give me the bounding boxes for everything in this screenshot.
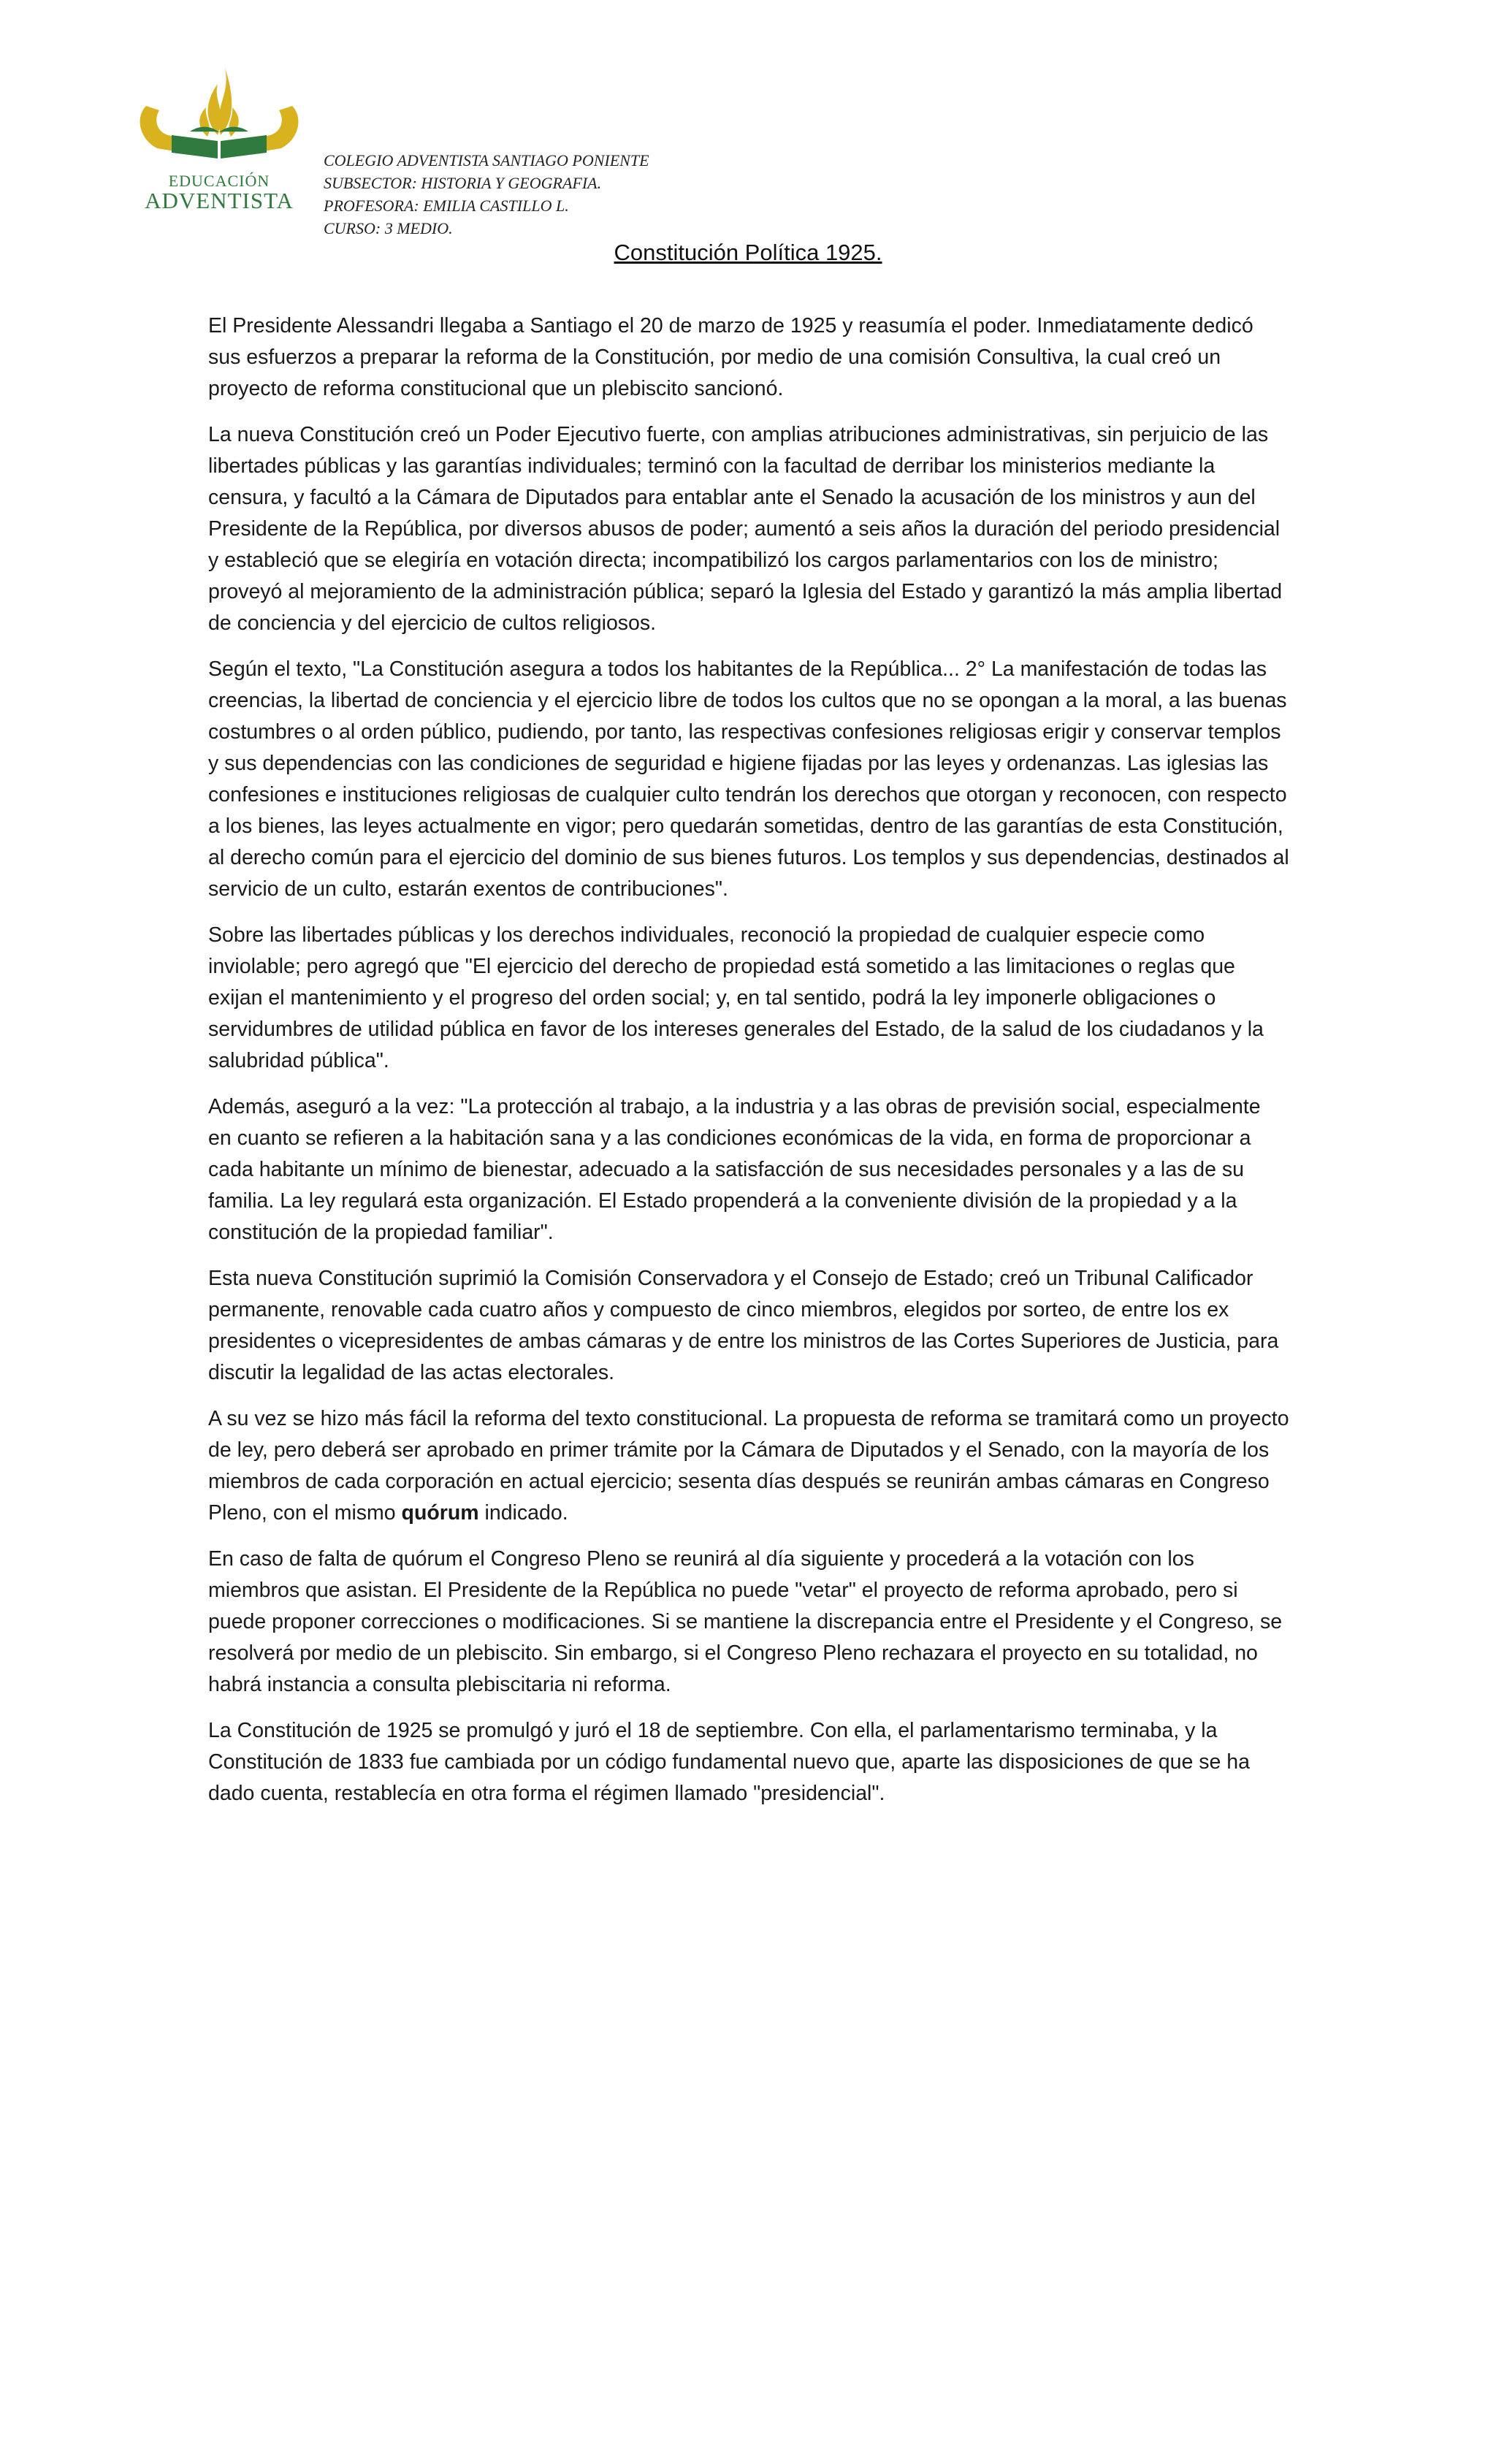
quorum-bold-text: quórum — [401, 1501, 479, 1525]
paragraph: Además, aseguró a la vez: "La protección al trabajo, a la industria y a las obras de previsión social, especialmente en cuanto se refieren a la habitación sana y a las condiciones económicas de la vida, en forma de proporcionar a cada habitante un mínimo de bienestar, adecuado a la satisfacción de sus necesidades personales y a las de su familia. La ley regulará esta organización. El Estado propenderá a la conveniente división de la propiedad y a la constitución de la propiedad familiar". — [208, 1095, 1261, 1244]
paragraph: Según el texto, "La Constitución asegura a todos los habitantes de la República... 2° La manifestación de todas las creencias, la libertad de conciencia y el ejercicio libre de todos los cultos que no se opongan a la moral, a las buenas costumbres o al orden público, pudiendo, por tanto, las respectivas confesiones religiosas erigir y conservar templos y sus dependencias con las condiciones de seguridad e higiene fijadas por las leyes y ordenanzas. Las iglesias las confesiones e instituciones religiosas de cualquier culto tendrán los derechos que otorgan y reconocen, con respecto a los bienes, las leyes actualmente en vigor; pero quedarán sometidas, dentro de las garantías de esta Constitución, al derecho común para el ejercicio del dominio de sus bienes futuros. Los templos y sus dependencias, destinados al servicio de un culto, estarán exentos de contribuciones". — [208, 657, 1289, 901]
teacher-line: PROFESORA: EMILIA CASTILLO L. — [324, 197, 569, 215]
logo-text-educacion: EDUCACIÓN — [168, 172, 270, 190]
paragraph: Sobre las libertades públicas y los derechos individuales, reconoció la propiedad de cualquier especie como inviolable; pero agregó que "El ejercicio del derecho de propiedad está sometido a las limitaciones o reglas que exijan el mantenimiento y el progreso del orden social; y, en tal sentido, podrá la ley imponerle obligaciones o servidumbres de utilidad pública en favor de los intereses generales del Estado, de la salud de los ciudadanos y la salubridad pública". — [208, 923, 1264, 1072]
document-body — [208, 310, 1289, 1824]
paragraph-text: indicado. — [478, 1501, 568, 1525]
paragraph — [208, 1403, 1289, 1529]
paragraph: El Presidente Alessandri llegaba a Santiago el 20 de marzo de 1925 y reasumía el poder. Inmediatamente dedicó sus esfuerzos a preparar la reforma de la Constitución, por medio de una comisión Consultiva, la cual creó un proyecto de reforma constitucional que un plebiscito sancionó. — [208, 314, 1253, 400]
course-line: CURSO: 3 MEDIO. — [324, 219, 453, 237]
school-name: COLEGIO ADVENTISTA SANTIAGO PONIENTE — [324, 151, 649, 169]
educacion-adventista-logo — [131, 62, 307, 219]
document-title: Constitución Política 1925. — [614, 240, 882, 265]
subject-line: SUBSECTOR: HISTORIA Y GEOGRAFIA. — [324, 174, 602, 192]
paragraph: La nueva Constitución creó un Poder Ejecutivo fuerte, con amplias atribuciones administrativas, sin perjuicio de las libertades públicas y las garantías individuales; terminó con la facultad de derribar los ministerios mediante la censura, y facultó a la Cámara de Diputados para entablar ante el Senado la acusación de los ministros y aun del Presidente de la República, por diversos abusos de poder; aumentó a seis años la duración del periodo presidencial y estableció que se elegiría en votación directa; incompatibilizó los cargos parlamentarios con los de ministro; proveyó al mejoramiento de la administración pública; separó la Iglesia del Estado y garantizó la más amplia libertad de conciencia y del ejercicio de cultos religiosos. — [208, 423, 1283, 635]
paragraph: En caso de falta de quórum el Congreso Pleno se reunirá al día siguiente y procederá a la votación con los miembros que asistan. El Presidente de la República no puede "vetar" el proyecto de reforma aprobado, pero si puede proponer correcciones o modificaciones. Si se mantiene la discrepancia entre el Presidente y el Congreso, se resolverá por medio de un plebiscito. Sin embargo, si el Congreso Pleno rechazara el proyecto en su totalidad, no habrá instancia a consulta plebiscitaria ni reforma. — [208, 1547, 1283, 1696]
school-header — [324, 149, 649, 240]
paragraph-text: A su vez se hizo más fácil la reforma del texto constitucional. La propuesta de reforma se tramitará como un proyecto de ley, pero deberá ser aprobado en primer trámite por la Cámara de Diputados y el Senado, con la mayoría de los miembros de cada corporación en actual ejercicio; sesenta días después se reunirán ambas cámaras en Congreso Pleno, con el mismo — [208, 1407, 1289, 1525]
paragraph: Esta nueva Constitución suprimió la Comisión Conservadora y el Consejo de Estado; creó un Tribunal Calificador permanente, renovable cada cuatro años y compuesto de cinco miembros, elegidos por sorteo, de entre los ex presidentes o vicepresidentes de ambas cámaras y de entre los ministros de las Cortes Superiores de Justicia, para discutir la legalidad de las actas electorales. — [208, 1267, 1279, 1384]
logo-emblem-icon — [131, 62, 307, 172]
paragraph: La Constitución de 1925 se promulgó y juró el 18 de septiembre. Con ella, el parlamentarismo terminaba, y la Constitución de 1833 fue cambiada por un código fundamental nuevo que, aparte las disposiciones de que se ha dado cuenta, restablecía en otra forma el régimen llamado "presidencial". — [208, 1719, 1250, 1805]
logo-text-adventista: ADVENTISTA — [145, 188, 294, 213]
